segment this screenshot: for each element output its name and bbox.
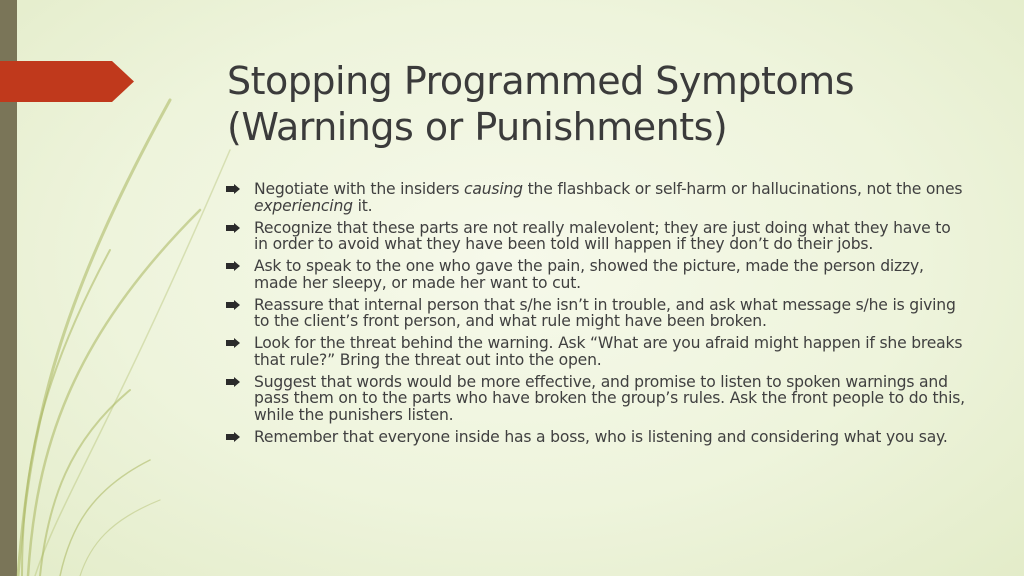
bullet-text-segment: Recognize that these parts are not really malevolent; they are just doing what they have to in order to avoid what they have been told will happen if they don’t do their jobs. bbox=[254, 218, 951, 253]
bullet-item bbox=[226, 429, 966, 446]
bullet-text bbox=[254, 257, 924, 292]
slide-title bbox=[227, 58, 987, 150]
bullet-text bbox=[254, 180, 962, 215]
bullet-text bbox=[254, 334, 962, 369]
bullet-text bbox=[254, 373, 965, 424]
arrow-right-icon bbox=[226, 184, 240, 194]
bullet-list bbox=[226, 181, 966, 451]
bullet-item bbox=[226, 297, 966, 330]
bullet-text-emphasis: causing bbox=[464, 180, 523, 198]
bullet-item bbox=[226, 374, 966, 424]
arrow-right-icon bbox=[226, 338, 240, 348]
bullet-text-segment: it. bbox=[352, 196, 373, 215]
title-line-2: (Warnings or Punishments) bbox=[227, 105, 728, 149]
bullet-text-segment: Negotiate with the insiders bbox=[254, 180, 465, 198]
bullet-text-segment: Look for the threat behind the warning. Ask “What are you afraid might happen if she breaks that rule?” Bring the threat out into the open. bbox=[254, 334, 963, 369]
bullet-text-segment: Reassure that internal person that s/he isn’t in trouble, and ask what message s/he is giving to the client’s front person, and what rule might have been broken. bbox=[254, 295, 956, 330]
bullet-item bbox=[226, 335, 966, 368]
bullet-text bbox=[254, 296, 956, 331]
bullet-item bbox=[226, 181, 966, 214]
bullet-item bbox=[226, 220, 966, 253]
bullet-text-emphasis: experiencing bbox=[254, 196, 353, 215]
bullet-text-segment: Ask to speak to the one who gave the pain, showed the picture, made the person dizzy, made her sleepy, or made her want to cut. bbox=[254, 257, 924, 292]
arrow-right-icon bbox=[226, 223, 240, 233]
bullet-text bbox=[254, 428, 948, 446]
bullet-text-segment: Remember that everyone inside has a boss, who is listening and considering what you say. bbox=[254, 427, 948, 446]
arrow-right-icon bbox=[226, 300, 240, 310]
bullet-item bbox=[226, 258, 966, 291]
arrow-right-icon bbox=[226, 377, 240, 387]
bullet-text bbox=[254, 219, 951, 254]
title-accent-arrow bbox=[0, 61, 134, 102]
title-line-1: Stopping Programmed Symptoms bbox=[227, 59, 854, 103]
bullet-text-segment: Suggest that words would be more effective, and promise to listen to spoken warnings and pass them on to the parts who have broken the group’s rules. Ask the front people to do this, while the punishers listen. bbox=[254, 372, 965, 424]
arrow-right-icon bbox=[226, 261, 240, 271]
arrow-right-icon bbox=[226, 432, 240, 442]
bullet-text-segment: the flashback or self-harm or hallucinations, not the ones bbox=[522, 180, 963, 198]
